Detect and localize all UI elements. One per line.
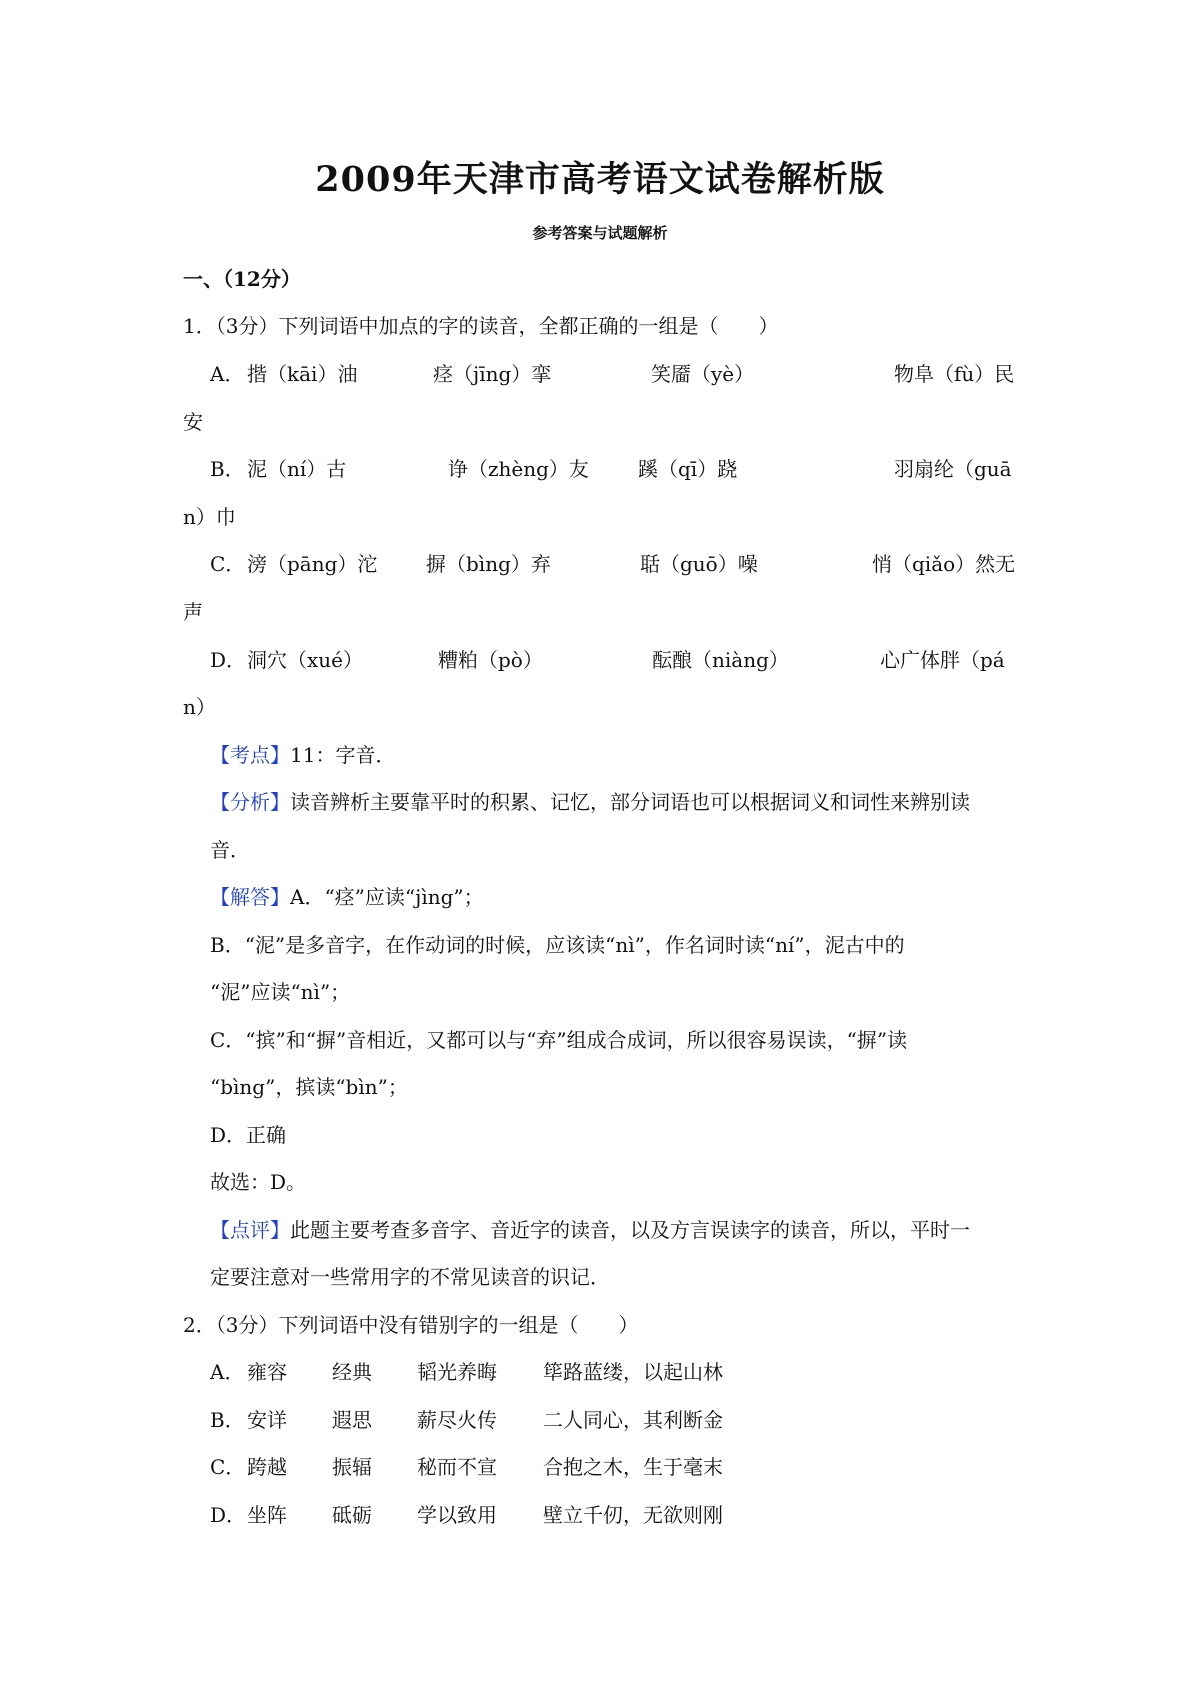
option-item: 糟粕（pò） <box>438 648 543 672</box>
option-item: 二人同心，其利断金 <box>543 1408 723 1432</box>
fenxi-line-2: 音． <box>210 838 250 862</box>
question-1-option-c <box>210 549 1030 579</box>
option-item: 洞穴（xué） <box>247 648 363 672</box>
dianping-tag: 【点评】 <box>210 1218 290 1242</box>
option-label: A． <box>210 1360 245 1384</box>
option-label: A． <box>210 362 245 386</box>
jieda-line-5: “bìng”，摈读“bìn”； <box>210 1075 408 1099</box>
option-label: C． <box>210 552 246 576</box>
dianping-line-2: 定要注意对一些常用字的不常见读音的识记． <box>210 1265 610 1289</box>
option-item: 振辐 <box>332 1455 372 1479</box>
option-label: C． <box>210 1455 246 1479</box>
option-item: 经典 <box>332 1360 372 1384</box>
jieda-line-3: “泥”应读“nì”； <box>210 980 351 1004</box>
option-item: 酝酿（niàng） <box>652 648 789 672</box>
jieda-line-4: C．“摈”和“摒”音相近，又都可以与“弃”组成合成词，所以很容易误读，“摒”读 <box>210 1028 908 1052</box>
question-1-option-b <box>210 454 1030 484</box>
option-item: 坐阵 <box>247 1503 287 1527</box>
option-c-wrap: 声 <box>183 600 203 624</box>
dianping-line <box>210 1215 970 1245</box>
option-item: 揩（kāi）油 <box>247 362 358 386</box>
option-label: B． <box>210 457 245 481</box>
option-item: 笑靥（yè） <box>651 362 755 386</box>
option-item: 心广体胖（pá <box>880 648 1005 672</box>
option-b-wrap: n）巾 <box>183 505 236 529</box>
question-2-option-a <box>210 1357 1030 1387</box>
option-item: 安详 <box>247 1408 287 1432</box>
option-item: 痉（jīng）挛 <box>433 362 552 386</box>
option-item: 雍容 <box>247 1360 287 1384</box>
question-2-option-b <box>210 1405 1030 1435</box>
page-title: 2009年天津市高考语文试卷解析版 <box>315 159 885 200</box>
jieda-line-6: D．正确 <box>210 1123 287 1147</box>
page-subtitle: 参考答案与试题解析 <box>532 224 668 242</box>
question-2-option-d <box>210 1500 1030 1530</box>
option-item: 合抱之木，生于毫末 <box>543 1455 723 1479</box>
kaodian-line <box>210 740 395 770</box>
question-2-stem: 2．（3分）下列词语中没有错别字的一组是（ ） <box>183 1313 639 1337</box>
jieda-text: A．“痉”应读“jìng”； <box>290 885 484 909</box>
option-item: 遐思 <box>332 1408 372 1432</box>
option-item: 滂（pāng）沱 <box>247 552 378 576</box>
dianping-text: 此题主要考查多音字、音近字的读音，以及方言误读字的读音，所以，平时一 <box>290 1218 970 1242</box>
option-item: 韬光养晦 <box>417 1360 497 1384</box>
option-item: 薪尽火传 <box>417 1408 497 1432</box>
kaodian-tag: 【考点】 <box>210 743 290 767</box>
option-item: 摒（bìng）弃 <box>426 552 551 576</box>
option-label: D． <box>210 1503 247 1527</box>
option-item: 物阜（fù）民 <box>894 362 1015 386</box>
fenxi-line <box>210 787 970 817</box>
option-label: B． <box>210 1408 245 1432</box>
option-item: 砥砺 <box>332 1503 372 1527</box>
option-item: 悄（qiǎo）然无 <box>872 552 1016 576</box>
option-d-wrap: n） <box>183 695 216 719</box>
kaodian-text: 11：字音． <box>290 743 396 767</box>
fenxi-tag: 【分析】 <box>210 790 290 814</box>
jieda-line-2: B．“泥”是多音字，在作动词的时候，应该读“nì”，作名词时读“ní”，泥古中的 <box>210 933 905 957</box>
option-item: 羽扇纶（guā <box>894 457 1012 481</box>
jieda-line <box>210 882 484 912</box>
question-1-option-a <box>210 359 1030 389</box>
question-1-option-d <box>210 645 1030 675</box>
question-1-stem: 1．（3分）下列词语中加点的字的读音，全都正确的一组是（ ） <box>183 314 779 338</box>
option-a-wrap: 安 <box>183 410 203 434</box>
jieda-line-7: 故选：D。 <box>210 1170 307 1194</box>
section-heading: 一、（12分） <box>183 267 301 291</box>
option-item: 诤（zhèng）友 <box>448 457 589 481</box>
option-label: D． <box>210 648 247 672</box>
option-item: 学以致用 <box>417 1503 497 1527</box>
option-item: 壁立千仞，无欲则刚 <box>543 1503 723 1527</box>
option-item: 秘而不宣 <box>417 1455 497 1479</box>
option-item: 跨越 <box>247 1455 287 1479</box>
question-2-option-c <box>210 1452 1030 1482</box>
option-item: 泥（ní）古 <box>247 457 347 481</box>
option-item: 聒（guō）噪 <box>640 552 758 576</box>
jieda-tag: 【解答】 <box>210 885 290 909</box>
option-item: 筚路蓝缕，以起山林 <box>543 1360 723 1384</box>
option-item: 蹊（qī）跷 <box>638 457 738 481</box>
fenxi-text: 读音辨析主要靠平时的积累、记忆，部分词语也可以根据词义和词性来辨别读 <box>290 790 970 814</box>
